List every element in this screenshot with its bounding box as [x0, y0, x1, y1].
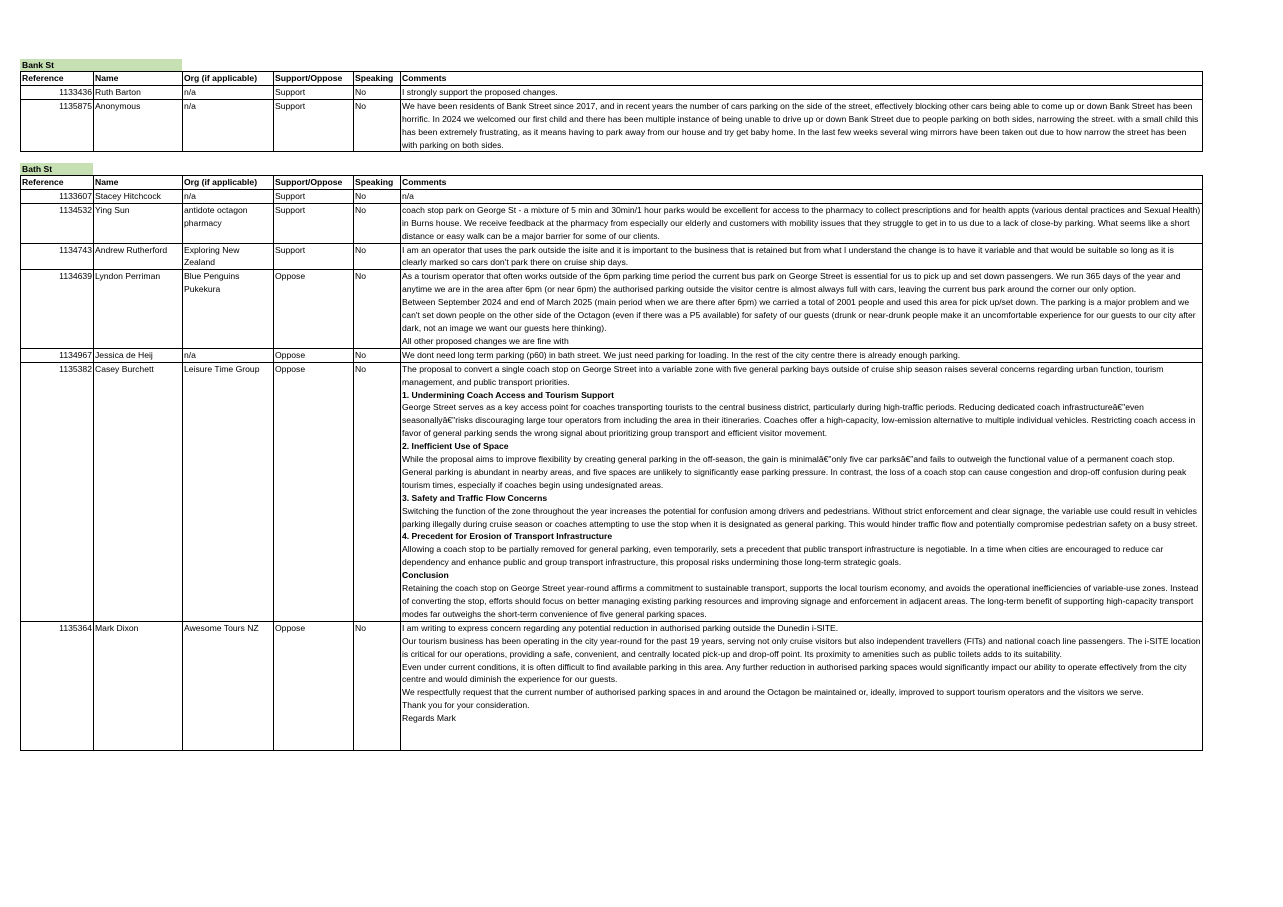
name-cell: Ying Sun — [94, 203, 183, 243]
header-org: Org (if applicable) — [183, 72, 274, 86]
org-cell: Exploring New Zealand — [183, 243, 274, 270]
comment-paragraph: n/a — [402, 190, 414, 201]
support-cell: Support — [274, 85, 354, 99]
table-row — [21, 85, 1203, 99]
table-row — [21, 621, 1203, 750]
header-row — [21, 72, 1203, 86]
comment-paragraph: I am an operator that uses the park outside the isite and it is important to the business that is retained but from what I understand the change is to have it variable and that would be suitable so long as it is clearly marked so cars don't park there on cruise ship days. — [402, 244, 1174, 268]
comment-paragraph: We respectfully request that the current number of authorised parking spaces in and around the Octagon be maintained or, ideally, improved to support tourism operators and the visitors we serve. — [402, 687, 1144, 698]
support-cell: Oppose — [274, 348, 354, 362]
header-support: Support/Oppose — [274, 176, 354, 190]
header-comments: Comments — [401, 176, 1203, 190]
section-label: Bank St — [20, 59, 182, 71]
name-cell: Casey Burchett — [94, 362, 183, 621]
reference-cell: 1134743 — [21, 243, 94, 270]
name-cell: Mark Dixon — [94, 621, 183, 750]
header-comments: Comments — [401, 72, 1203, 86]
reference-cell: 1134639 — [21, 270, 94, 348]
table-row — [21, 362, 1203, 621]
comment-paragraph: I strongly support the proposed changes. — [402, 86, 558, 97]
name-cell: Ruth Barton — [94, 85, 183, 99]
comment-paragraph: Thank you for your consideration. — [402, 700, 530, 711]
org-cell: antidote octagon pharmacy — [183, 203, 274, 243]
header-speaking: Speaking — [354, 72, 401, 86]
reference-cell: 1134532 — [21, 203, 94, 243]
comment-paragraph: While the proposal aims to improve flexibility by creating general parking in the off-season, the gain is minimalâ€"only five car parksâ€"and fails to outweigh the functional value of a permanent coach stop. General parking is abundant in nearby areas, and five spaces are unlikely to significantly ease parking pressure. In contrast, the loss of a coach stop can cause congestion and drop-off confusion during peak tourism times, especially if coaches begin using undesignated areas. — [402, 454, 1187, 490]
reference-cell: 1133436 — [21, 85, 94, 99]
support-cell: Support — [274, 99, 354, 152]
comment-heading: 4. Precedent for Erosion of Transport Infrastructure — [402, 531, 613, 542]
comment-paragraph: Our tourism business has been operating in the city year-round for the past 19 years, serving not only cruise visitors but also independent travellers (FITs) and national coach line passengers. The i-SITE location is critical for our operations, providing a safe, convenient, and centrally located pick-up and drop-off point. Its proximity to amenities such as public toilets adds to its suitability. — [402, 635, 1201, 659]
name-cell: Lyndon Perriman — [94, 270, 183, 348]
speaking-cell: No — [354, 348, 401, 362]
comment-paragraph: Between September 2024 and end of March 2025 (main period when we are there after 6pm) we carried a total of 2001 people and used this area for pick up/set down. The parking is a major problem and we can't set down people on the other side of the Octagon (even if there was a P5 available) for safety of our guests (drunk or near-drunk people make it an uncomfortable experience for our guests to our city after dark, not an image we want our guests here thinking). — [402, 297, 1196, 333]
header-row — [21, 176, 1203, 190]
submissions-table — [20, 175, 1203, 751]
comment-paragraph: Retaining the coach stop on George Street year-round affirms a commitment to sustainable transport, supports the local tourism economy, and avoids the operational inefficiencies of variable-use zones. Instead of converting the stop, efforts should focus on better managing existing parking resources and improving signage and enforcement in adjacent areas. The long-term benefit of supporting high-capacity transport modes far outweighs the short-term convenience of five general parking spaces. — [402, 583, 1199, 619]
name-cell: Stacey Hitchcock — [94, 189, 183, 203]
speaking-cell: No — [354, 85, 401, 99]
header-name: Name — [94, 176, 183, 190]
comments-cell — [401, 189, 1203, 203]
comment-paragraph: I am writing to express concern regarding any potential reduction in authorised parking outside the Dunedin i-SITE. — [402, 622, 839, 633]
header-org: Org (if applicable) — [183, 176, 274, 190]
comment-paragraph: George Street serves as a key access point for coaches transporting tourists to the central business district, particularly during high-traffic periods. Reducing dedicated coach infrastructureâ€"even seasonallyâ€"risks discouraging large tour operators from including the area in their itineraries. Coaches offer a high-capacity, low-emission alternative to multiple individual vehicles. Restricting coach access in favor of general parking sends the wrong signal about prioritizing group transport and efficient visitor movement. — [402, 402, 1196, 439]
support-cell: Oppose — [274, 621, 354, 750]
comments-cell — [401, 621, 1203, 750]
comment-paragraph: Switching the function of the zone throughout the year increases the potential for confusion among drivers and pedestrians. Without strict enforcement and clear signage, the variable use could result in vehicles parking illegally during cruise season or coaches attempting to use the stop when it is designated as general parking. This would hinder traffic flow and potentially compromise pedestrian safety on a busy street. — [402, 505, 1198, 529]
reference-cell: 1135382 — [21, 362, 94, 621]
header-support: Support/Oppose — [274, 72, 354, 86]
support-cell: Support — [274, 203, 354, 243]
speaking-cell: No — [354, 621, 401, 750]
comment-paragraph: The proposal to convert a single coach stop on George Street into a variable zone with five general parking bays outside of cruise ship season raises several concerns regarding urban function, tourism management, and public transport priorities. — [402, 363, 1164, 387]
support-cell: Oppose — [274, 270, 354, 348]
comment-paragraph: coach stop park on George St - a mixture of 5 min and 30min/1 hour parks would be excellent for access to the pharmacy to collect prescriptions and for health appts (various dental practices and Sexual Health) in Burns house. We receive feedback at the pharmacy from especially our elderly and customers with mobility issues that they struggle to get in to us due to a lack of close-by parking. What seems like a short distance or easy walk can be a major barrier for some of our clients. — [402, 204, 1201, 241]
support-cell: Support — [274, 243, 354, 270]
reference-cell: 1134967 — [21, 348, 94, 362]
comments-cell — [401, 85, 1203, 99]
header-speaking: Speaking — [354, 176, 401, 190]
name-cell: Jessica de Heij — [94, 348, 183, 362]
comments-cell — [401, 99, 1203, 152]
comment-heading: 1. Undermining Coach Access and Tourism Support — [402, 389, 615, 400]
org-cell: Leisure Time Group — [183, 362, 274, 621]
section-label: Bath St — [20, 163, 93, 175]
org-cell: Blue Penguins Pukekura — [183, 270, 274, 348]
table-row — [21, 189, 1203, 203]
section-bank-st — [20, 59, 1203, 152]
comment-heading: Conclusion — [402, 570, 449, 581]
table-row — [21, 203, 1203, 243]
speaking-cell: No — [354, 189, 401, 203]
section-bath-st — [20, 163, 1203, 751]
comment-paragraph: Regards Mark — [402, 713, 456, 724]
comments-cell — [401, 243, 1203, 270]
org-cell: n/a — [183, 99, 274, 152]
header-name: Name — [94, 72, 183, 86]
reference-cell: 1135875 — [21, 99, 94, 152]
comment-paragraph: All other proposed changes we are fine with — [402, 335, 569, 346]
speaking-cell: No — [354, 99, 401, 152]
comments-cell — [401, 270, 1203, 348]
comment-heading: 3. Safety and Traffic Flow Concerns — [402, 492, 548, 503]
speaking-cell: No — [354, 270, 401, 348]
comment-paragraph: We dont need long term parking (p60) in bath street. We just need parking for loading. In the rest of the city centre there is already enough parking. — [402, 349, 961, 360]
reference-cell: 1135364 — [21, 621, 94, 750]
comment-heading: 2. Inefficient Use of Space — [402, 441, 509, 452]
org-cell: n/a — [183, 189, 274, 203]
comment-paragraph: As a tourism operator that often works outside of the 6pm parking time period the current bus park on George Street is essential for us to pick up and set down passengers. We run 365 days of the year and anytime we are in the area after 6pm (or near 6pm) the authorised parking outside the visitor centre is almost always full with cars, leaving the current bus park around the corner our only option. — [402, 271, 1181, 295]
header-reference: Reference — [21, 72, 94, 86]
name-cell: Anonymous — [94, 99, 183, 152]
comment-paragraph: Allowing a coach stop to be partially removed for general parking, even temporarily, sets a precedent that public transport infrastructure is negotiable. In a time when cities are encouraged to reduce car dependency and enhance public and group transport infrastructure, this proposal risks undermining those long-term strategic goals. — [402, 544, 1164, 568]
speaking-cell: No — [354, 203, 401, 243]
org-cell: n/a — [183, 85, 274, 99]
table-row — [21, 243, 1203, 270]
header-reference: Reference — [21, 176, 94, 190]
speaking-cell: No — [354, 362, 401, 621]
reference-cell: 1133607 — [21, 189, 94, 203]
table-row — [21, 270, 1203, 348]
submissions-table — [20, 71, 1203, 152]
comments-cell — [401, 362, 1203, 621]
table-row — [21, 99, 1203, 152]
support-cell: Oppose — [274, 362, 354, 621]
table-row — [21, 348, 1203, 362]
comment-paragraph: We have been residents of Bank Street since 2017, and in recent years the number of cars parking on the side of the street, effectively blocking other cars being able to come up or down Bank Street has been horrific. In 2024 we welcomed our first child and there has been multiple instance of being unable to drive up or down Bank Street due to people parking on both sides, narrowing the street. with a small child this has been extremely frustrating, as it means having to park away from our house and try get baby home. In the last few weeks several wing mirrors have been taken out due to how narrow the street has been with parking on both sides. — [402, 100, 1199, 150]
speaking-cell: No — [354, 243, 401, 270]
support-cell: Support — [274, 189, 354, 203]
org-cell: Awesome Tours NZ — [183, 621, 274, 750]
comment-paragraph: Even under current conditions, it is often difficult to find available parking in this area. Any further reduction in authorised parking spaces would significantly impact our ability to operate effectively from the city centre and would diminish the experience for our guests. — [402, 661, 1187, 685]
comments-cell — [401, 203, 1203, 243]
org-cell: n/a — [183, 348, 274, 362]
name-cell: Andrew Rutherford — [94, 243, 183, 270]
comments-cell — [401, 348, 1203, 362]
